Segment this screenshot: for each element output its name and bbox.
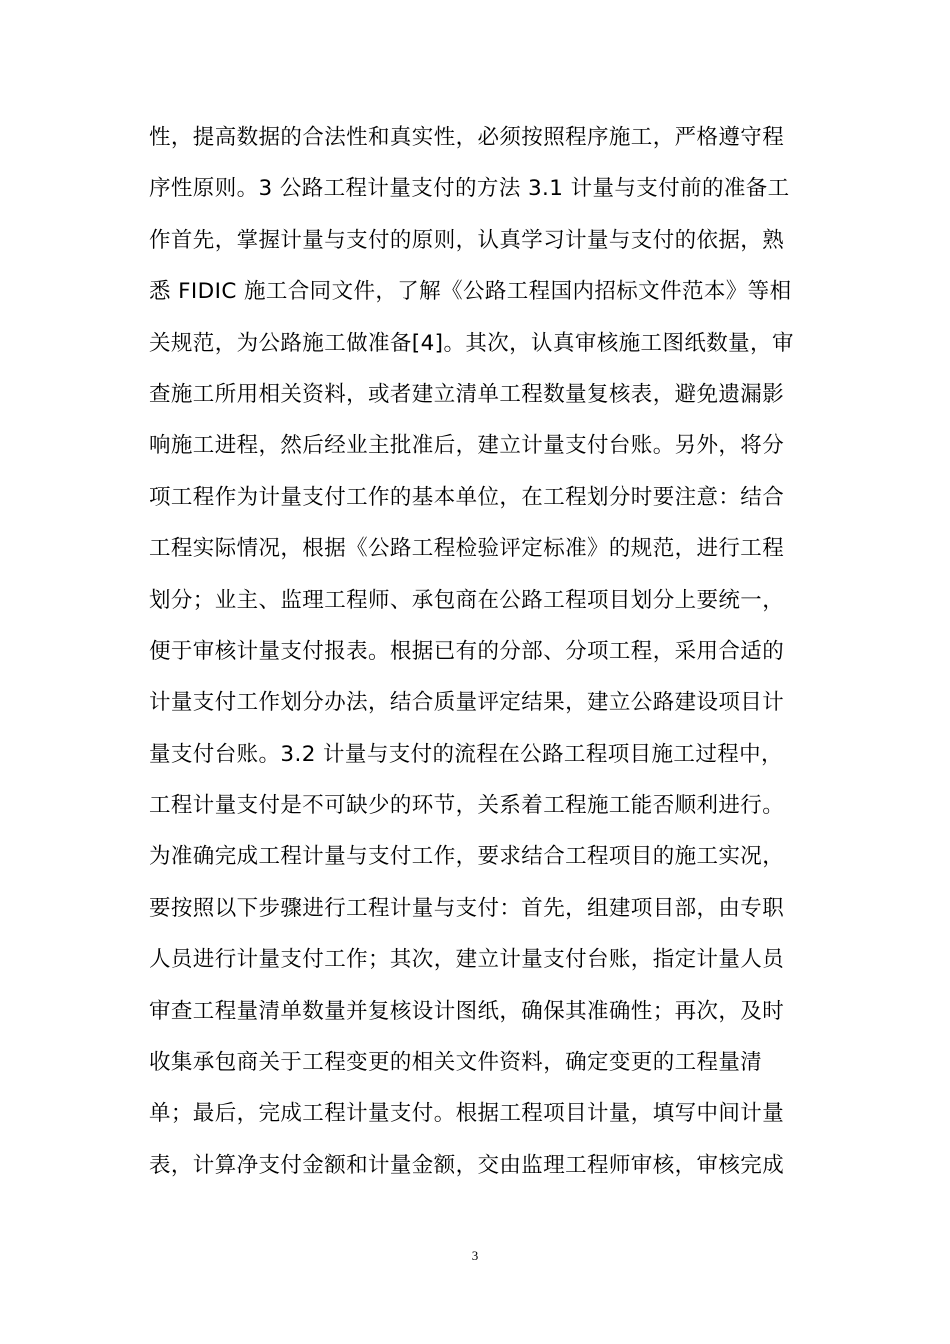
text-line: 量支付台账。3.2 计量与支付的流程在公路工程项目施工过程中， <box>149 741 783 767</box>
text-line: 为准确完成工程计量与支付工作，要求结合工程项目的施工实况， <box>149 844 785 870</box>
text-line: 审查工程量清单数量并复核设计图纸，确保其准确性；再次，及时 <box>149 998 785 1024</box>
text-line: 响施工进程，然后经业主批准后，建立计量支付台账。另外，将分 <box>149 433 785 459</box>
text-line: 项工程作为计量支付工作的基本单位，在工程划分时要注意：结合 <box>149 484 785 510</box>
text-line: 性，提高数据的合法性和真实性，必须按照程序施工，严格遵守程 <box>149 125 785 150</box>
text-line: 要按照以下步骤进行工程计量与支付：首先，组建项目部，由专职 <box>149 895 785 921</box>
text-line: 关规范，为公路施工做准备[4]。其次，认真审核施工图纸数量，审 <box>149 330 794 356</box>
text-line: 查施工所用相关资料，或者建立清单工程数量复核表，避免遗漏影 <box>149 381 785 407</box>
text-line: 便于审核计量支付报表。根据已有的分部、分项工程，采用合适的 <box>149 638 785 664</box>
text-line: 表，计算净支付金额和计量金额，交由监理工程师审核，审核完成 <box>149 1152 785 1178</box>
page-number: 3 <box>471 1248 479 1263</box>
text-line: 划分；业主、监理工程师、承包商在公路工程项目划分上要统一， <box>149 587 785 613</box>
text-line: 人员进行计量支付工作；其次，建立计量支付台账，指定计量人员 <box>149 947 785 973</box>
body-paragraph <box>149 114 809 1193</box>
text-line: 收集承包商关于工程变更的相关文件资料，确定变更的工程量清 <box>149 1050 763 1076</box>
text-line: 工程实际情况，根据《公路工程检验评定标准》的规范，进行工程 <box>149 536 785 562</box>
text-line: 工程计量支付是不可缺少的环节，关系着工程施工能否顺利进行。 <box>149 793 785 819</box>
text-line: 单；最后，完成工程计量支付。根据工程项目计量，填写中间计量 <box>149 1101 785 1127</box>
text-line: 序性原则。3 公路工程计量支付的方法 3.1 计量与支付前的准备工 <box>149 176 790 202</box>
text-line: 作首先，掌握计量与支付的原则，认真学习计量与支付的依据，熟 <box>149 227 785 253</box>
text-line: 悉 FIDIC 施工合同文件，了解《公路工程国内招标文件范本》等相 <box>149 279 792 305</box>
text-line: 计量支付工作划分办法，结合质量评定结果，建立公路建设项目计 <box>149 690 785 716</box>
